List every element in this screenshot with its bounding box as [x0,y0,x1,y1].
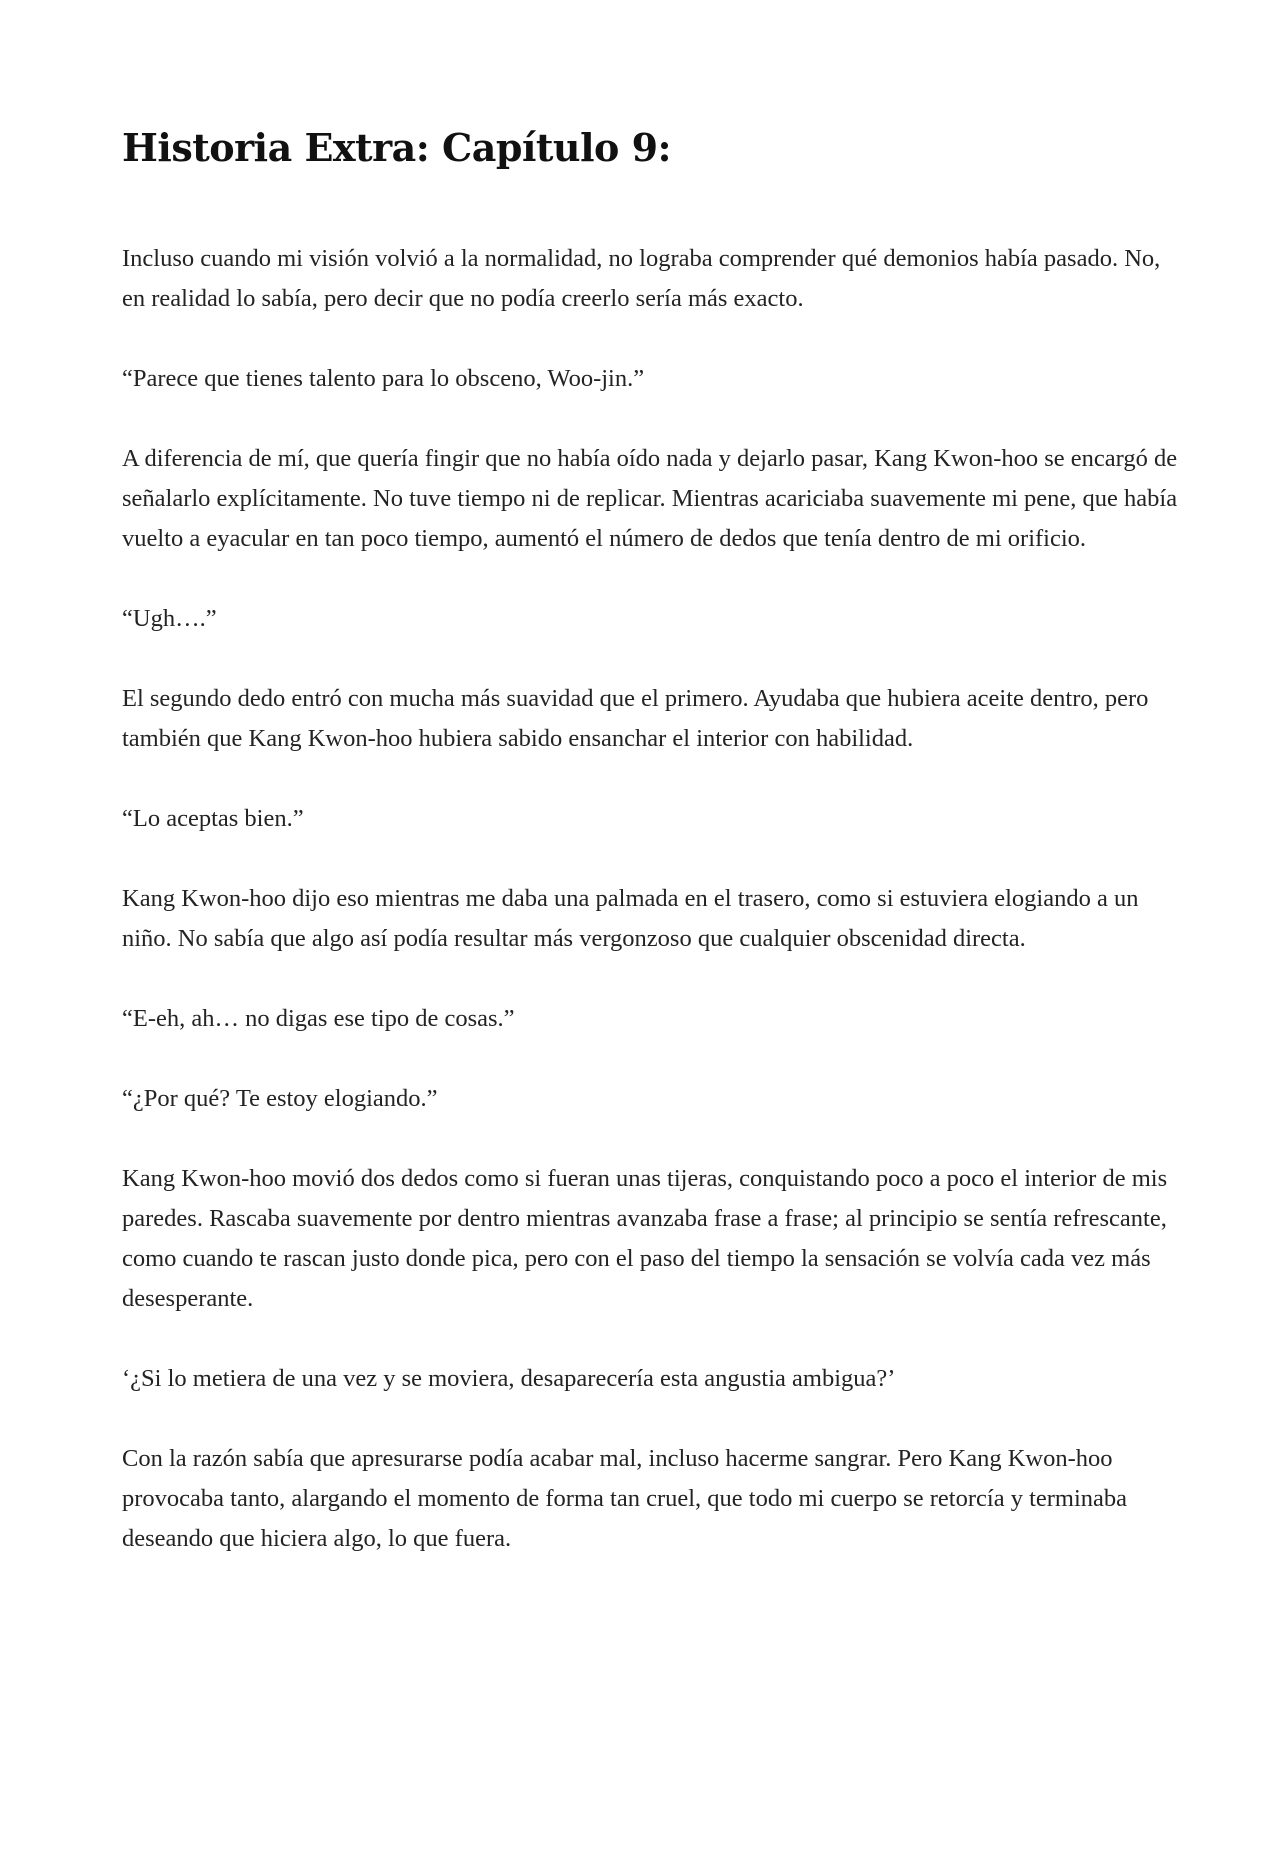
paragraph-9: “¿Por qué? Te estoy elogiando.” [122,1084,438,1112]
chapter-title: Historia Extra: Capítulo 9: [122,125,672,170]
paragraph-5: El segundo dedo entró con mucha más suavidad que el primero. Ayudaba que hubiera aceite dentro, pero también que Kang Kwon-hoo hubiera sabido ensanchar el interior con habilidad. [122,684,1149,752]
paragraph-12: Con la razón sabía que apresurarse podía acabar mal, incluso hacerme sangrar. Pero Kang Kwon-hoo provocaba tanto, alargando el momento de forma tan cruel, que todo mi cuerpo se retorcía y terminaba deseando que hiciera algo, lo que fuera. [122,1444,1128,1552]
paragraph-7: Kang Kwon-hoo dijo eso mientras me daba una palmada en el trasero, como si estuviera elogiando a un niño. No sabía que algo así podía resultar más vergonzoso que cualquier obscenidad directa. [122,884,1139,952]
paragraph-10: Kang Kwon-hoo movió dos dedos como si fueran unas tijeras, conquistando poco a poco el interior de mis paredes. Rascaba suavemente por dentro mientras avanzaba frase a frase; al principio se sentía refrescante, como cuando te rascan justo donde pica, pero con el paso del tiempo la sensación se volvía cada vez más desesperante. [122,1164,1168,1312]
paragraph-6: “Lo aceptas bien.” [122,804,304,832]
document-page [122,125,1182,1599]
paragraph-8: “E-eh, ah… no digas ese tipo de cosas.” [122,1004,515,1032]
paragraph-3: A diferencia de mí, que quería fingir que no había oído nada y dejarlo pasar, Kang Kwon-hoo se encargó de señalarlo explícitamente. No tuve tiempo ni de replicar. Mientras acariciaba suavemente mi pene, que había vuelto a eyacular en tan poco tiempo, aumentó el número de dedos que tenía dentro de mi orificio. [122,444,1178,552]
paragraph-11: ‘¿Si lo metiera de una vez y se moviera, desaparecería esta angustia ambigua?’ [122,1364,896,1392]
paragraph-1: Incluso cuando mi visión volvió a la normalidad, no lograba comprender qué demonios había pasado. No, en realidad lo sabía, pero decir que no podía creerlo sería más exacto. [122,244,1161,312]
paragraph-4: “Ugh….” [122,604,217,632]
paragraph-2: “Parece que tienes talento para lo obsceno, Woo-jin.” [122,364,645,392]
